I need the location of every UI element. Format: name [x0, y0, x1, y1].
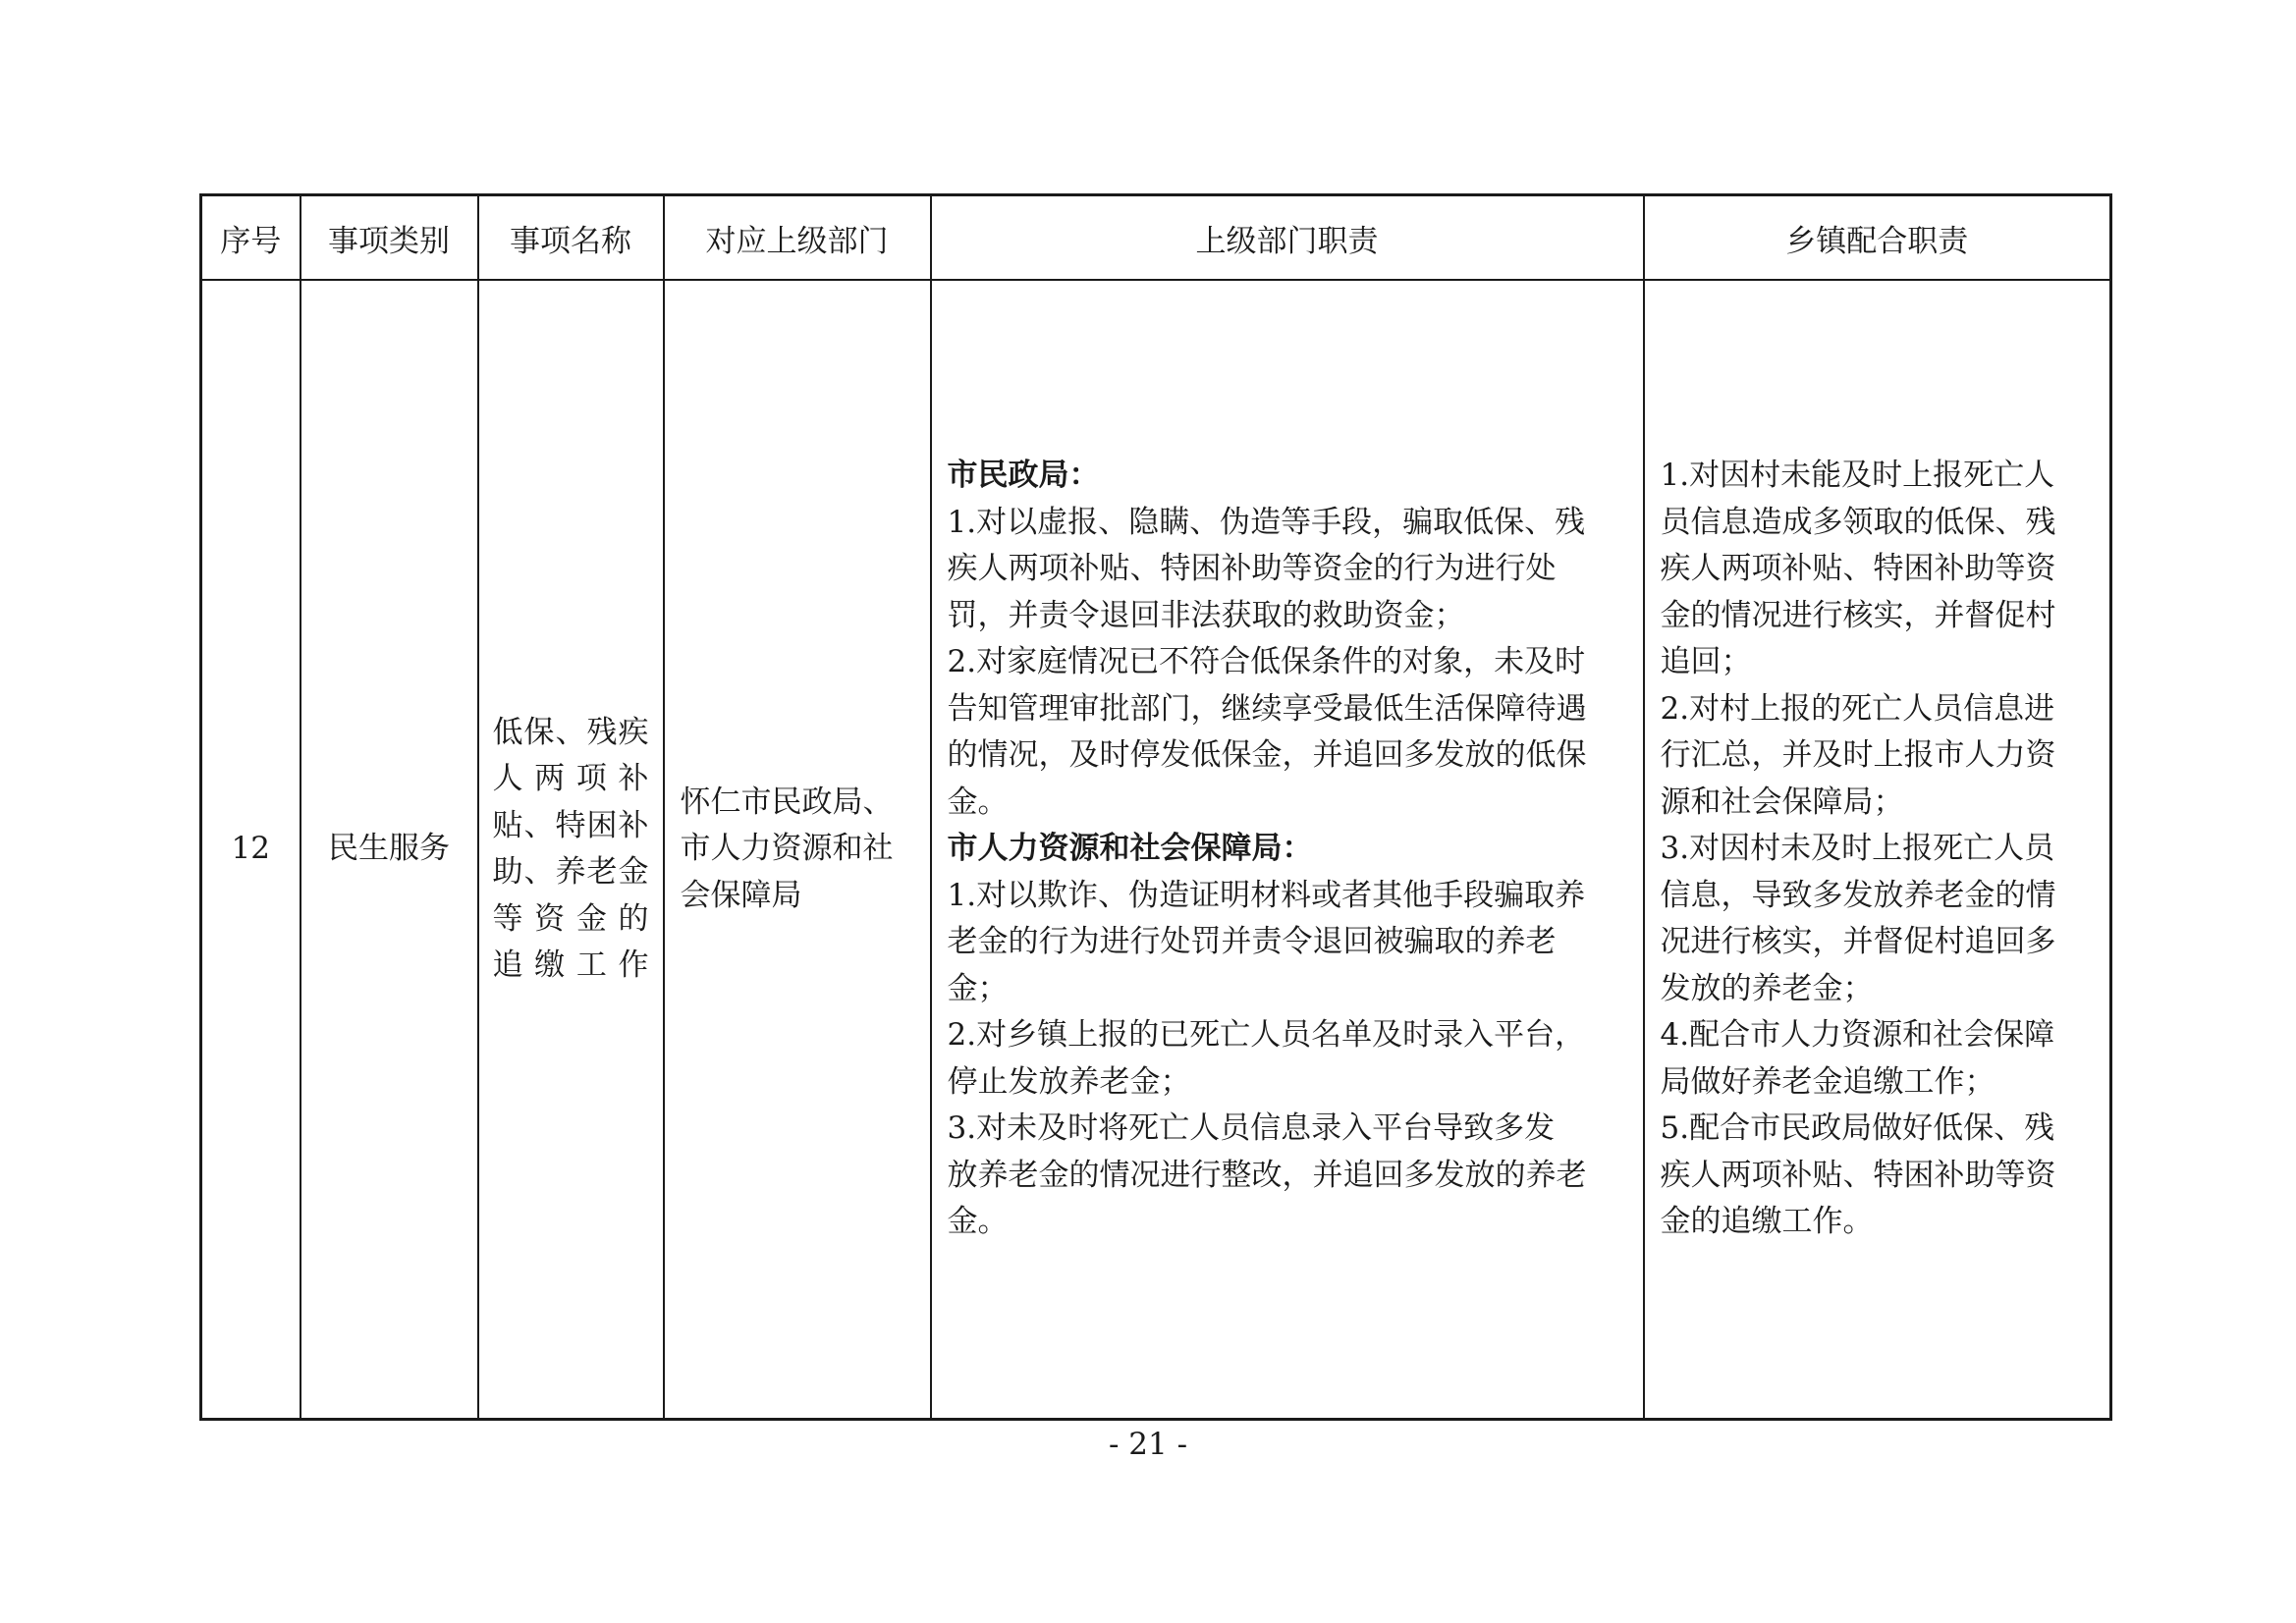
cell-town-duty	[1644, 280, 2111, 1420]
dept-line: 会保障局	[680, 877, 802, 913]
item-name-line: 人两项补	[492, 761, 649, 796]
item-name-line: 追缴工作	[492, 947, 649, 983]
duty-line: 告知管理审批部门，继续享受最低生活保障待遇	[947, 690, 1587, 727]
town-duty-line: 信息，导致多发放养老金的情	[1660, 877, 2056, 913]
town-duty-line: 金的追缴工作。	[1660, 1204, 1874, 1240]
duty-line: 金。	[947, 784, 1009, 820]
town-duty-line: 行汇总，并及时上报市人力资	[1660, 737, 2056, 774]
duty-line: 2.对乡镇上报的已死亡人员名单及时录入平台，	[947, 1017, 1586, 1054]
header-item-name: 事项名称	[478, 195, 664, 281]
town-duty-line: 发放的养老金；	[1660, 970, 1874, 1006]
town-duty-line: 金的情况进行核实，并督促村	[1660, 597, 2056, 633]
town-duty-line: 员信息造成多领取的低保、残	[1660, 504, 2056, 540]
duty-line: 停止发放养老金；	[947, 1063, 1191, 1100]
header-town-duty: 乡镇配合职责	[1644, 195, 2111, 281]
town-duty-text	[1661, 453, 2095, 1246]
header-superior-duty: 上级部门职责	[931, 195, 1644, 281]
cell-item-name	[478, 280, 664, 1420]
cell-superior-duty	[931, 280, 1644, 1420]
town-duty-line: 追回；	[1660, 644, 1752, 680]
duty-line: 的情况，及时停发低保金，并追回多发放的低保	[947, 737, 1587, 774]
town-duty-line: 疾人两项补贴、特困补助等资	[1660, 551, 2056, 587]
duty-line: 3.对未及时将死亡人员信息录入平台导致多发	[947, 1110, 1556, 1147]
duty-line: 老金的行为进行处罚并责令退回被骗取的养老	[947, 924, 1557, 960]
duty-line: 1.对以虚报、隐瞒、伪造等手段，骗取低保、残	[947, 504, 1586, 540]
item-name-line: 助、养老金	[492, 854, 649, 890]
town-duty-line: 1.对因村未能及时上报死亡人	[1660, 458, 2055, 494]
header-index: 序号	[201, 195, 301, 281]
item-name-line: 等资金的	[492, 900, 649, 937]
superior-duty-text	[948, 453, 1625, 1246]
cell-superior-dept	[664, 280, 931, 1420]
duty-line: 2.对家庭情况已不符合低保条件的对象，未及时	[947, 644, 1586, 680]
town-duty-line: 源和社会保障局；	[1660, 784, 1904, 820]
table-row	[201, 280, 2111, 1420]
town-duty-line: 况进行核实，并督促村追回多	[1660, 924, 2056, 960]
duty-dept-heading: 市民政局：	[947, 458, 1100, 494]
town-duty-line: 4.配合市人力资源和社会保障	[1660, 1017, 2055, 1054]
town-duty-line: 局做好养老金追缴工作；	[1660, 1063, 1995, 1100]
town-duty-line: 疾人两项补贴、特困补助等资	[1660, 1157, 2056, 1193]
duty-line: 金。	[947, 1204, 1009, 1240]
header-category: 事项类别	[301, 195, 478, 281]
duty-line: 放养老金的情况进行整改，并追回多发放的养老	[947, 1157, 1587, 1193]
dept-line: 怀仁市民政局、	[680, 784, 894, 820]
duty-line: 金；	[947, 970, 1009, 1006]
duty-line: 疾人两项补贴、特困补助等资金的行为进行处	[947, 551, 1557, 587]
town-duty-line: 2.对村上报的死亡人员信息进	[1660, 690, 2055, 727]
item-name-line: 低保、残疾	[492, 714, 649, 750]
item-name-line: 贴、特困补	[492, 807, 649, 843]
town-duty-line: 5.配合市民政局做好低保、残	[1660, 1110, 2055, 1147]
header-superior-dept: 对应上级部门	[664, 195, 931, 281]
cell-index: 12	[201, 280, 301, 1420]
duty-line: 1.对以欺诈、伪造证明材料或者其他手段骗取养	[947, 877, 1586, 913]
table-header-row	[201, 195, 2111, 281]
page-number: - 21 -	[1108, 1427, 1188, 1462]
duty-dept-heading: 市人力资源和社会保障局：	[947, 831, 1313, 867]
responsibility-table-container	[199, 193, 2109, 1421]
responsibility-table	[199, 193, 2112, 1421]
dept-line: 市人力资源和社	[680, 831, 894, 867]
town-duty-line: 3.对因村未及时上报死亡人员	[1660, 831, 2055, 867]
cell-category: 民生服务	[301, 280, 478, 1420]
duty-line: 罚，并责令退回非法获取的救助资金；	[947, 597, 1465, 633]
